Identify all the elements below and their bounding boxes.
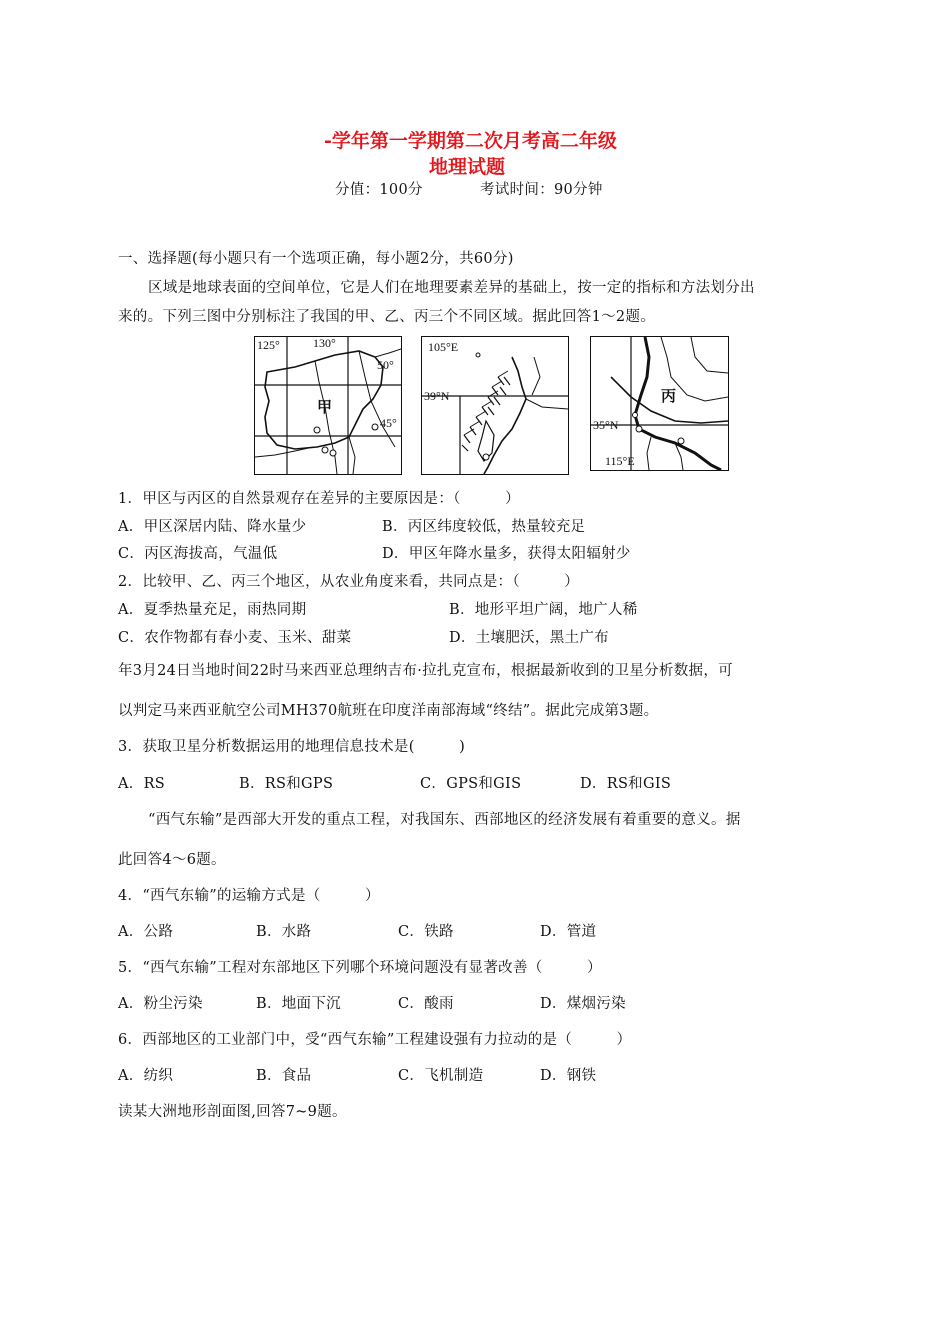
q6-option-c: C．飞机制造 — [398, 1068, 484, 1084]
q1-stem: 1．甲区与丙区的自然景观存在差异的主要原因是：（ ） — [118, 491, 520, 507]
passage3-line1: “西气东输”是西部大开发的重点工程，对我国东、西部地区的经济发展有着重要的意义。据 — [148, 812, 741, 828]
map2-lon-label: 105°E — [428, 340, 459, 354]
passage2-line1: 年3月24日当地时间22时马来西亚总理纳吉布·拉扎克宣布，根据最新收到的卫星分析数据，可 — [118, 663, 733, 679]
q3-option-c: C．GPS和GIS — [420, 776, 522, 792]
q3-option-b: B．RS和GPS — [239, 776, 334, 792]
q5-option-b: B．地面下沉 — [256, 996, 341, 1012]
map1-lat1-label: 50° — [377, 358, 394, 372]
q4-stem: 4．“西气东输”的运输方式是（ ） — [118, 888, 380, 904]
q2-option-c: C．农作物都有春小麦、玉米、甜菜 — [118, 630, 352, 646]
map1-lon2-label: 130° — [313, 337, 336, 350]
q5-stem: 5．“西气东输”工程对东部地区下列哪个环境问题没有显著改善（ ） — [118, 960, 602, 976]
q1-option-a: A．甲区深居内陆、降水量少 — [118, 519, 307, 535]
q3-option-a: A．RS — [118, 776, 166, 792]
map1-lat2-label: 45° — [380, 416, 397, 430]
passage2-line2: 以判定马来西亚航空公司MH370航班在印度洋南部海域“终结”。据此完成第3题。 — [118, 703, 659, 719]
q6-stem: 6．西部地区的工业部门中，受“西气东输”工程建设强有力拉动的是（ ） — [118, 1032, 632, 1048]
map3-region-label: 丙 — [661, 387, 677, 405]
map-region-bing — [590, 336, 729, 471]
map-bing-drawing — [591, 337, 728, 470]
q2-option-d: D．土壤肥沃，黑土广布 — [449, 630, 609, 646]
map3-lon-label: 115°E — [605, 454, 635, 468]
q4-option-a: A．公路 — [118, 924, 174, 940]
exam-title-line2: 地理试题 — [429, 156, 506, 178]
q2-option-b: B．地形平坦广阔，地广人稀 — [449, 602, 638, 618]
intro-paragraph-line2: 来的。下列三图中分别标注了我国的甲、乙、丙三个不同区域。据此回答1～2题。 — [118, 309, 656, 325]
q3-option-d: D．RS和GIS — [580, 776, 672, 792]
section-heading: 一、选择题(每小题只有一个选项正确，每小题2分，共60分) — [118, 251, 514, 267]
q1-option-c: C．丙区海拔高，气温低 — [118, 546, 278, 562]
map-region-yi — [421, 336, 569, 475]
q1-option-b: B．丙区纬度较低，热量较充足 — [382, 519, 586, 535]
q4-option-d: D．管道 — [540, 924, 597, 940]
passage4-line1: 读某大洲地形剖面图,回答7~9题。 — [118, 1104, 347, 1120]
map2-lat-label: 39°N — [424, 389, 450, 403]
q2-stem: 2．比较甲、乙、丙三个地区，从农业角度来看，共同点是：（ ） — [118, 574, 580, 590]
q6-option-d: D．钢铁 — [540, 1068, 597, 1084]
q4-option-c: C．铁路 — [398, 924, 454, 940]
score-info: 分值：100分 — [335, 182, 423, 198]
map3-lat-label: 35°N — [593, 418, 619, 432]
q5-option-d: D．煤烟污染 — [540, 996, 626, 1012]
exam-title-line1: -学年第一学期第二次月考高二年级 — [324, 130, 617, 152]
passage3-line2: 此回答4～6题。 — [118, 852, 226, 868]
time-info: 考试时间：90分钟 — [480, 182, 603, 198]
map1-lon1-label: 125° — [257, 338, 280, 352]
q6-option-a: A．纺织 — [118, 1068, 174, 1084]
q6-option-b: B．食品 — [256, 1068, 312, 1084]
map-yi-drawing — [422, 337, 568, 474]
q5-option-c: C．酸雨 — [398, 996, 454, 1012]
q3-stem: 3．获取卫星分析数据运用的地理信息技术是( ) — [118, 739, 466, 755]
intro-paragraph-line1: 区域是地球表面的空间单位，它是人们在地理要素差异的基础上，按一定的指标和方法划分出 — [148, 280, 755, 296]
map-jia-drawing — [255, 337, 401, 474]
q4-option-b: B．水路 — [256, 924, 312, 940]
map1-region-label: 甲 — [317, 398, 333, 416]
q1-option-d: D．甲区年降水量多，获得太阳辐射少 — [382, 546, 631, 562]
q2-option-a: A．夏季热量充足，雨热同期 — [118, 602, 307, 618]
q5-option-a: A．粉尘污染 — [118, 996, 203, 1012]
map-region-jia — [254, 336, 402, 475]
